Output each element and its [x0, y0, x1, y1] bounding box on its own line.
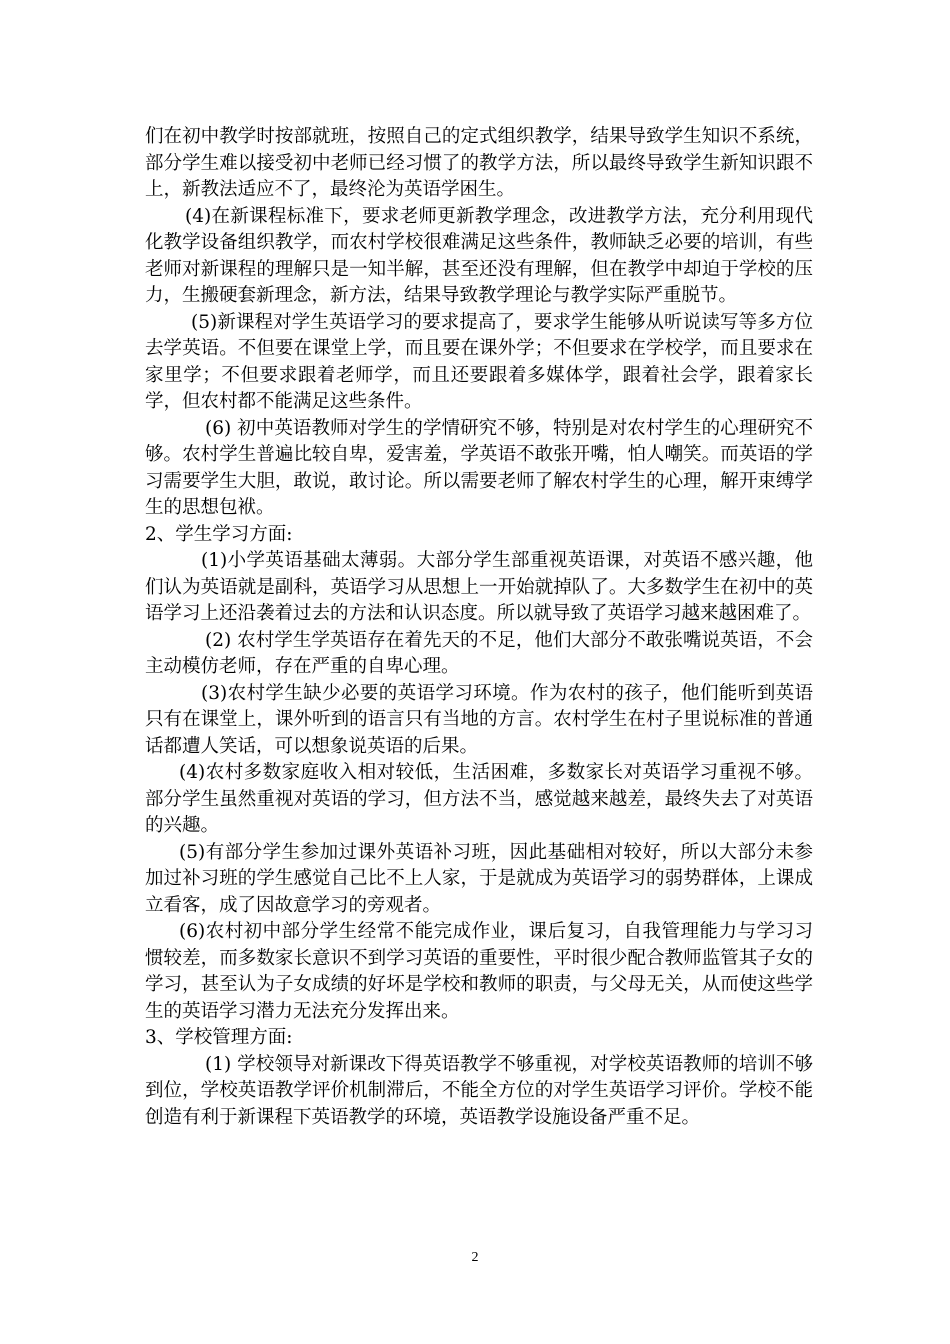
- section-heading-school-management: 3、学校管理方面:: [145, 1027, 293, 1048]
- paragraph-student-5: (5)有部分学生参加过课外英语补习班，因此基础相对较好，所以大部分未参加过补习班的学生感觉自己比不上人家，于是就成为英语学习的弱势群体，上课成立看客，成了因故意学习的旁观者。: [145, 841, 813, 916]
- paragraph-student-4: (4)农村多数家庭收入相对较低，生活困难，多数家长对英语学习重视不够。部分学生虽然重视对英语的学习，但方法不当，感觉越来越差，最终失去了对英语的兴趣。: [145, 762, 813, 836]
- paragraph-continuation: 们在初中教学时按部就班，按照自己的定式组织教学，结果导致学生知识不系统，部分学生难以接受初中老师已经习惯了的教学方法，所以最终导致学生新知识跟不上，新教法适应不了，最终沦为英语学困生。: [145, 126, 813, 200]
- paragraph-student-6: (6)农村初中部分学生经常不能完成作业，课后复习，自我管理能力与学习习惯较差，而多数家长意识不到学习英语的重要性，平时很少配合教师监管其子女的学习，甚至认为子女成绩的好坏是学校和教师的职责，与父母无关，从而使这些学生的英语学习潜力无法充分发挥出来。: [145, 921, 813, 1022]
- paragraph-teacher-5: (5)新课程对学生英语学习的要求提高了，要求学生能够从听说读写等多方位去学英语。不但要在课堂上学，而且要在课外学；不但要求在学校学，而且要求在家里学；不但要求跟着老师学，而且还要跟着多媒体学，跟着社会学，跟着家长学，但农村都不能满足这些条件。: [145, 311, 813, 412]
- body-text: [145, 124, 813, 1131]
- paragraph-student-1: (1)小学英语基础太薄弱。大部分学生部重视英语课，对英语不感兴趣，他们认为英语就是副科，英语学习从思想上一开始就掉队了。大多数学生在初中的英语学习上还沿袭着过去的方法和认识态度。所以就导致了英语学习越来越困难了。: [145, 550, 813, 624]
- paragraph-teacher-6: (6) 初中英语教师对学生的学情研究不够，特别是对农村学生的心理研究不够。农村学生普遍比较自卑，爱害羞，学英语不敢张开嘴，怕人嘲笑。而英语的学习需要学生大胆，敢说，敢讨论。所以需要老师了解农村学生的心理，解开束缚学生的思想包袱。: [145, 417, 813, 518]
- paragraph-teacher-4: (4)在新课程标准下，要求老师更新教学理念，改进教学方法，充分利用现代化教学设备组织教学，而农村学校很难满足这些条件，教师缺乏必要的培训，有些老师对新课程的理解只是一知半解，甚至还没有理解，但在教学中却迫于学校的压力，生搬硬套新理念，新方法，结果导致教学理论与教学实际严重脱节。: [145, 205, 813, 306]
- paragraph-school-1: (1) 学校领导对新课改下得英语教学不够重视，对学校英语教师的培训不够到位，学校英语教学评价机制滞后，不能全方位的对学生英语学习评价。学校不能创造有利于新课程下英语教学的环境，英语教学设施设备严重不足。: [145, 1053, 813, 1128]
- paragraph-student-3: (3)农村学生缺少必要的英语学习环境。作为农村的孩子，他们能听到英语只有在课堂上，课外听到的语言只有当地的方言。农村学生在村子里说标准的普通话都遭人笑话，可以想象说英语的后果。: [145, 682, 813, 757]
- page-number: 2: [471, 1250, 479, 1265]
- paragraph-student-2: (2) 农村学生学英语存在着先天的不足，他们大部分不敢张嘴说英语，不会主动模仿老师，存在严重的自卑心理。: [145, 629, 813, 677]
- section-heading-student-learning: 2、学生学习方面:: [145, 523, 293, 545]
